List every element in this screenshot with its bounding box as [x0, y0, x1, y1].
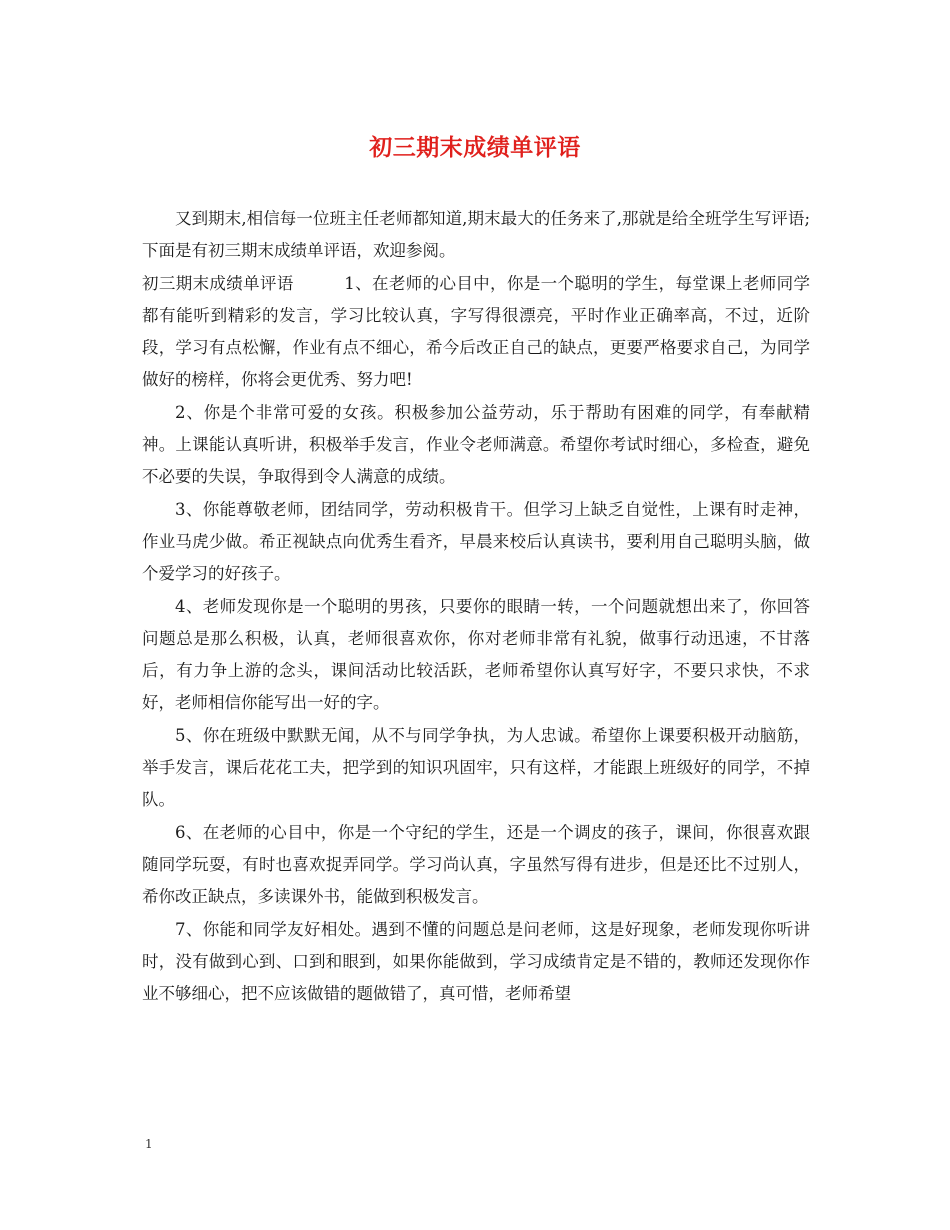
comment-paragraph-6: 6、在老师的心目中，你是一个守纪的学生，还是一个调皮的孩子，课间，你很喜欢跟随同学玩耍，有时也喜欢捉弄同学。学习尚认真，字虽然写得有进步，但是还比不过别人，希你改正缺点，多读课外书，能做到积极发言。 — [142, 822, 810, 907]
comment-paragraph-4: 4、老师发现你是一个聪明的男孩，只要你的眼睛一转，一个问题就想出来了，你回答问题总是那么积极，认真，老师很喜欢你，你对老师非常有礼貌，做事行动迅速，不甘落后，有力争上游的念头，课间活动比较活跃，老师希望你认真写好字，不要只求快，不求好，老师相信你能写出一好的字。 — [142, 596, 810, 713]
comment-paragraph-2: 2、你是个非常可爱的女孩。积极参加公益劳动，乐于帮助有困难的同学，有奉献精神。上课能认真听讲，积极举手发言，作业令老师满意。希望你考试时细心，多检查，避免不必要的失误，争取得到令人满意的成绩。 — [142, 402, 810, 487]
intro-paragraph: 又到期末,相信每一位班主任老师都知道,期末最大的任务来了,那就是给全班学生写评语;下面是有初三期末成绩单评语，欢迎参阅。 — [142, 209, 810, 261]
document-title: 初三期末成绩单评语 — [369, 134, 581, 161]
document-body — [142, 203, 810, 1010]
page-number: 1 — [145, 1137, 153, 1151]
comment-paragraph-3: 3、你能尊敬老师，团结同学，劳动积极肯干。但学习上缺乏自觉性，上课有时走神，作业马虎少做。希正视缺点向优秀生看齐，早晨来校后认真读书，要利用自己聪明头脑，做个爱学习的好孩子。 — [142, 499, 810, 584]
comment-paragraph-7: 7、你能和同学友好相处。遇到不懂的问题总是问老师，这是好现象，老师发现你听讲时，没有做到心到、口到和眼到，如果你能做到，学习成绩肯定是不错的，教师还发现你作业不够细心，把不应该做错的题做错了，真可惜，老师希望 — [142, 919, 810, 1004]
comment-paragraph-1: 初三期末成绩单评语 1、在老师的心目中，你是一个聪明的学生，每堂课上老师同学都有能听到精彩的发言，学习比较认真，字写得很漂亮，平时作业正确率高，不过，近阶段，学习有点松懈，作业有点不细心，希今后改正自己的缺点，更要严格要求自己，为同学做好的榜样，你将会更优秀、努力吧! — [142, 273, 810, 390]
comment-paragraph-5: 5、你在班级中默默无闻，从不与同学争执，为人忠诚。希望你上课要积极开动脑筋，举手发言，课后花花工夫，把学到的知识巩固牢，只有这样，才能跟上班级好的同学，不掉队。 — [142, 725, 810, 810]
